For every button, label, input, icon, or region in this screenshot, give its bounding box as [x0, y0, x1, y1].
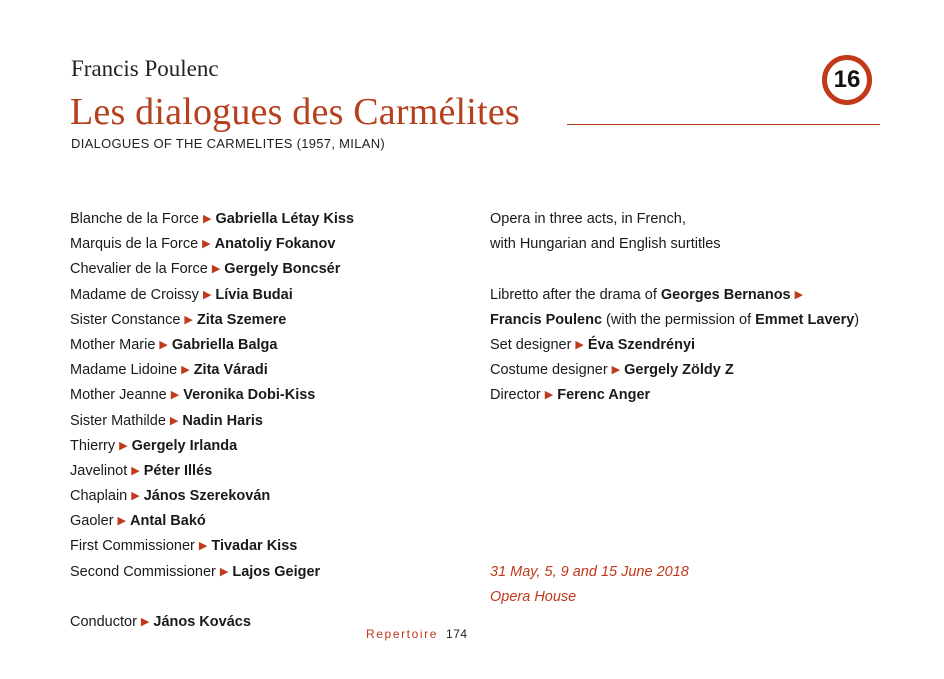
info-line: Opera in three acts, in French, [490, 211, 686, 227]
cast-row [70, 283, 354, 308]
role-label: Second Commissioner [70, 563, 216, 580]
arrow-icon: ▶ [117, 515, 126, 528]
artist-name: Tivadar Kiss [211, 538, 298, 555]
arrow-icon: ▶ [181, 364, 190, 377]
cast-row [70, 409, 354, 434]
cast-row [70, 333, 354, 358]
cast-row [70, 509, 354, 534]
arrow-icon: ▶ [131, 464, 140, 477]
permission-prefix: (with the permission of [602, 311, 756, 328]
opera-subtitle: DIALOGUES OF THE CARMELITES (1957, MILAN) [71, 136, 386, 151]
artist-name: Lajos Geiger [232, 563, 321, 580]
arrow-icon: ▶ [202, 213, 212, 225]
cast-row [70, 207, 354, 232]
role-label: Chevalier de la Force [70, 261, 208, 278]
creative-row [490, 358, 859, 383]
arrow-icon: ▶ [575, 338, 584, 351]
artist-name: Antal Bakó [130, 513, 206, 530]
cast-row [70, 232, 354, 257]
creative-row [490, 333, 859, 358]
role-label: Marquis de la Force [70, 236, 199, 253]
role-label: Director [490, 387, 541, 404]
title-rule [567, 124, 880, 125]
arrow-icon: ▶ [611, 364, 621, 377]
role-label: Mother Marie [70, 336, 156, 353]
artist-name: Zita Váradi [193, 362, 268, 379]
artist-name: Éva Szendrényi [587, 336, 696, 353]
role-label: Blanche de la Force [70, 211, 199, 227]
performance-venue: Opera House [490, 589, 577, 606]
artist-name: Péter Illés [143, 462, 213, 479]
libretto-line [490, 308, 859, 333]
artist-name: Zita Szemere [196, 311, 287, 328]
arrow-icon: ▶ [211, 263, 221, 276]
arrow-icon: ▶ [184, 313, 193, 326]
spacer [70, 585, 354, 610]
cast-row [70, 459, 354, 484]
arrow-icon: ▶ [170, 389, 180, 402]
role-label: Madame Lidoine [70, 362, 178, 379]
role-label: Mother Jeanne [70, 387, 167, 404]
arrow-icon: ▶ [794, 288, 804, 301]
artist-name: János Kovács [153, 614, 251, 630]
role-label: Thierry [70, 437, 116, 454]
cast-row [70, 257, 354, 282]
arrow-icon: ▶ [198, 540, 208, 553]
role-label: Javelinot [70, 462, 128, 479]
arrow-icon: ▶ [219, 565, 229, 578]
artist-name: Anatoliy Fokanov [214, 236, 336, 253]
section-label: Repertoire [366, 627, 439, 641]
info-line: with Hungarian and English surtitles [490, 236, 721, 253]
conductor-row [70, 610, 354, 635]
role-label: First Commissioner [70, 538, 195, 555]
creative-row [490, 383, 859, 408]
role-label: Sister Mathilde [70, 412, 166, 429]
opera-title: Les dialogues des Carmélites [70, 91, 520, 133]
role-label: Sister Constance [70, 311, 181, 328]
role-label: Gaoler [70, 513, 114, 530]
role-label: Costume designer [490, 362, 608, 379]
arrow-icon: ▶ [169, 414, 179, 427]
cast-row [70, 383, 354, 408]
arrow-icon: ▶ [140, 616, 150, 628]
cast-row [70, 484, 354, 509]
cast-row [70, 358, 354, 383]
arrow-icon: ▶ [119, 439, 128, 452]
artist-name: Veronika Dobi-Kiss [183, 387, 316, 404]
arrow-icon: ▶ [544, 389, 554, 402]
cast-row [70, 534, 354, 559]
composer-name: Francis Poulenc [71, 56, 219, 81]
artist-name: Gergely Zöldy Z [624, 362, 734, 379]
page-number: 174 [446, 627, 468, 641]
cast-row [70, 308, 354, 333]
performance-dates: 31 May, 5, 9 and 15 June 2018 [490, 564, 689, 580]
page-footer [366, 627, 468, 641]
role-label: Madame de Croissy [70, 286, 199, 303]
cast-row [70, 434, 354, 459]
cast-row [70, 560, 354, 585]
role-label: Conductor [70, 614, 137, 630]
artist-name: Gergely Boncsér [224, 261, 341, 278]
number-badge: 16 [822, 55, 872, 105]
production-info [490, 207, 859, 409]
arrow-icon: ▶ [202, 238, 211, 251]
performance-info [490, 560, 689, 610]
permission-name: Emmet Lavery [755, 311, 855, 328]
artist-name: Gabriella Létay Kiss [215, 211, 355, 227]
artist-name: Ferenc Anger [557, 387, 651, 404]
libretto-prefix: Libretto after the drama of [490, 286, 661, 303]
libretto-composer: Francis Poulenc [490, 311, 603, 328]
artist-name: Lívia Budai [215, 286, 293, 303]
spacer [490, 257, 859, 282]
arrow-icon: ▶ [202, 288, 212, 301]
artist-name: Gergely Irlanda [131, 437, 238, 454]
artist-name: János Szerekován [143, 488, 271, 505]
arrow-icon: ▶ [159, 338, 168, 351]
artist-name: Nadin Haris [182, 412, 263, 429]
role-label: Chaplain [70, 488, 128, 505]
arrow-icon: ▶ [131, 490, 140, 503]
cast-list [70, 207, 354, 635]
permission-suffix: ) [854, 311, 860, 328]
libretto-author: Georges Bernanos [660, 286, 791, 303]
artist-name: Gabriella Balga [171, 336, 278, 353]
libretto-line [490, 283, 859, 308]
role-label: Set designer [490, 336, 572, 353]
